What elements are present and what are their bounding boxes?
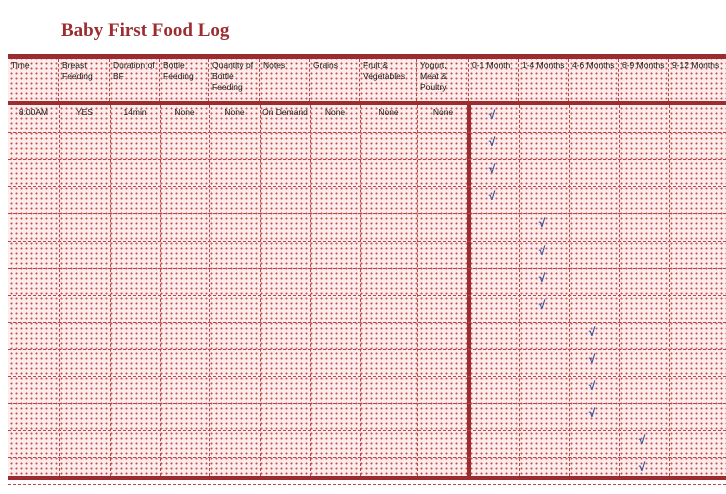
header-age-1-4-months: 1-4 Months xyxy=(519,59,569,101)
check-mark: √ xyxy=(488,162,496,177)
header-yogurt-meat-poultry: Yogurt, Meat & Poultry xyxy=(417,59,469,101)
header-quantity-of-bottle-feeding: Quantity of Bottle Feeding xyxy=(209,59,260,101)
row-gridline xyxy=(8,268,726,269)
header-notes: Notes xyxy=(260,59,310,101)
column-gridline xyxy=(569,105,570,476)
row-gridline xyxy=(8,186,726,187)
cell-breast-feeding: YES xyxy=(75,107,93,117)
check-mark: √ xyxy=(488,189,496,204)
column-gridline xyxy=(619,105,620,476)
header-bottle-feeding: Bottle Feeding xyxy=(160,59,209,101)
column-gridline xyxy=(360,105,361,476)
row-gridline xyxy=(8,376,726,377)
row-gridline xyxy=(8,457,726,458)
table-header-row xyxy=(8,59,726,105)
column-gridline xyxy=(59,105,60,476)
column-gridline xyxy=(160,105,161,476)
cell-yogurt-meat-poultry: None xyxy=(432,107,454,117)
column-gridline xyxy=(310,105,311,476)
column-gridline xyxy=(417,105,418,476)
cell-bottle-feeding: None xyxy=(174,107,195,117)
header-age-6-9-months: 6-9 Months xyxy=(619,59,669,101)
age-divider-line xyxy=(467,105,471,476)
row-gridline xyxy=(8,132,726,133)
header-age-9-12-months: 9-12 Months xyxy=(672,60,720,70)
header-duration-of-bf: Duration of BF xyxy=(110,59,160,101)
header-breast-feeding: Breast Feeding xyxy=(59,59,110,101)
row-gridline xyxy=(8,241,726,242)
header-fruit-vegetables: Fruit & Vegetables xyxy=(360,59,417,101)
check-mark: √ xyxy=(488,135,496,150)
check-mark: √ xyxy=(538,243,546,258)
check-mark: √ xyxy=(588,406,596,421)
column-gridline xyxy=(110,105,111,476)
cell-grains: None xyxy=(324,107,346,117)
page-title: Baby First Food Log xyxy=(61,20,230,41)
column-gridline xyxy=(209,105,210,476)
check-mark: √ xyxy=(538,216,546,231)
cell-time: 8:00AM xyxy=(18,107,49,117)
food-log-table xyxy=(8,54,726,480)
cell-notes: On Demand xyxy=(262,107,308,117)
check-mark: √ xyxy=(588,379,596,393)
row-gridline xyxy=(8,322,726,323)
row-gridline xyxy=(8,159,726,160)
row-gridline xyxy=(8,430,726,431)
row-gridline xyxy=(8,484,726,485)
check-mark: √ xyxy=(588,324,596,339)
check-mark: √ xyxy=(638,433,646,448)
row-gridline xyxy=(8,213,726,214)
check-mark: √ xyxy=(538,297,546,312)
check-mark: √ xyxy=(538,270,546,285)
check-mark: √ xyxy=(588,351,596,366)
column-gridline xyxy=(669,105,670,476)
header-age-4-6-months: 4-6 Months xyxy=(569,59,619,101)
row-gridline xyxy=(8,295,726,296)
header-grains: Grains xyxy=(310,59,360,101)
column-gridline xyxy=(519,105,520,476)
cell-quantity-of-bottle-feeding: None xyxy=(224,107,245,117)
column-gridline xyxy=(260,105,261,476)
row-gridline xyxy=(8,403,726,404)
header-age-0-1-month: 0-1 Month xyxy=(469,59,519,101)
check-mark: √ xyxy=(638,460,646,475)
cell-duration-of-bf: 14min xyxy=(123,107,147,117)
header-time: Time xyxy=(8,59,59,101)
cell-fruit-vegetables: None xyxy=(378,107,399,117)
row-gridline xyxy=(8,349,726,350)
check-mark: √ xyxy=(488,108,496,122)
